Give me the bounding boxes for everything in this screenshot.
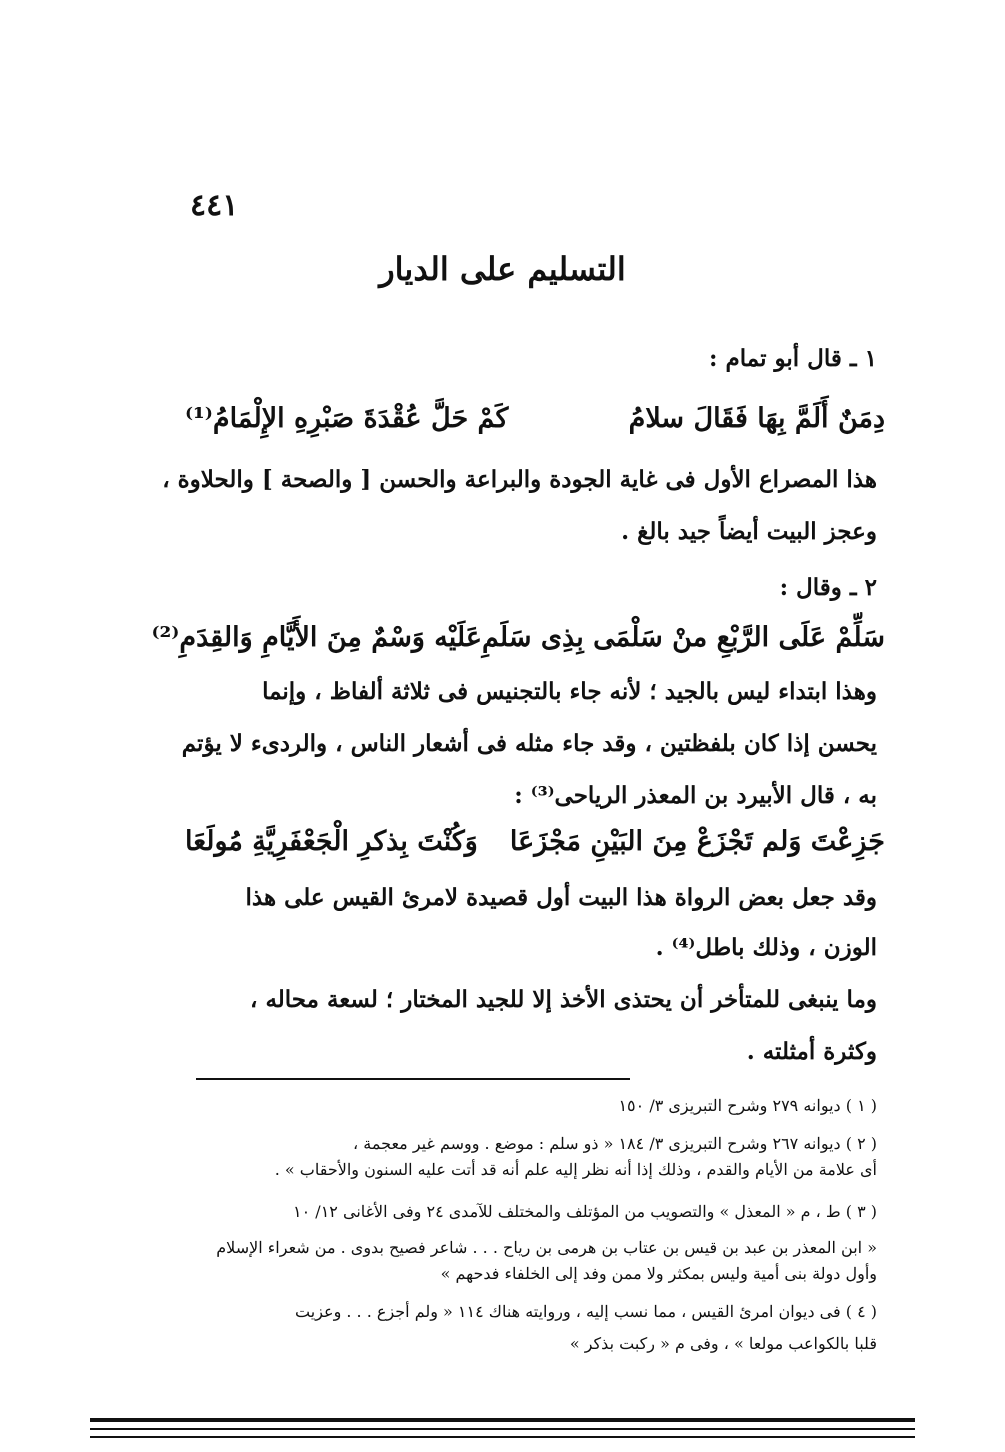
bottom-rule xyxy=(90,1428,915,1430)
footnote-3: ( ٣ ) ط ، م « المعذل » والتصويب من المؤتلف والمختلف للآمدى ٢٤ وفى الأغانى ١٢/ ١٠ xyxy=(293,1202,877,1221)
entry-2-comment-line: به ، قال الأبيرد بن المعذر الرياحى⁽³⁾ : xyxy=(514,782,877,809)
footnote-2-continuation: أى علامة من الأيام والقدم ، وذلك إذا أنه نظر إليه علم أنه قد أتت عليه السنون والأحقاب » . xyxy=(274,1160,877,1179)
verse-first-hemistich: جَزِعْتَ وَلم تَجْزَعْ مِنَ البَيْنِ مَجْزَعَا xyxy=(509,826,885,857)
bottom-rule xyxy=(90,1436,915,1438)
entry-2-comment-line: وكثرة أمثلته . xyxy=(746,1038,877,1065)
verse-second-hemistich: عَلَيْه وَسْمٌ مِنَ الأَيَّامِ وَالقِدَمِ⁽²⁾ xyxy=(151,622,482,653)
entry-2-comment-line: وما ينبغى للمتأخر أن يحتذى الأخذ إلا للجيد المختار ؛ لسعة محاله ، xyxy=(250,986,877,1013)
page-number: ٤٤١ xyxy=(190,188,239,223)
entry-2-comment-line: وقد جعل بعض الرواة هذا البيت أول قصيدة لامرئ القيس على هذا xyxy=(245,884,877,911)
verse-second-hemistich: وَكُنْتَ بِذكرِ الْجَعْفَرِيَّةِ مُولَعَا xyxy=(185,826,478,857)
entry-2-comment-line: وهذا ابتداء ليس بالجيد ؛ لأنه جاء بالتجنيس فى ثلاثة ألفاظ ، وإنما xyxy=(262,678,877,705)
footnote-3-continuation: « ابن المعذر بن عبد بن قيس بن عتاب بن هرمى بن رياح . . . شاعر فصيح بدوى . من شعراء الإسلام xyxy=(216,1238,877,1257)
entry-1-comment-line: هذا المصراع الأول فى غاية الجودة والبراعة والحسن [ والصحة ] والحلاوة ، xyxy=(162,466,877,493)
entry-2-comment-line: يحسن إذا كان بلفظتين ، وقد جاء مثله فى أشعار الناس ، والردىء لا يؤتم xyxy=(181,730,877,757)
footnote-4: ( ٤ ) فى ديوان امرئ القيس ، مما نسب إليه ، وروايته هناك ١١٤ « ولم أجزع . . . وعزيت xyxy=(295,1302,877,1321)
footnote-2: ( ٢ ) ديوانه ٢٦٧ وشرح التبريزى ٣/ ١٨٤ « ذو سلم : موضع . ووسم غير معجمة ، xyxy=(353,1134,877,1153)
entry-2-heading: ٢ ـ وقال : xyxy=(779,574,877,601)
entry-2-verse xyxy=(151,622,885,653)
entry-1-heading: ١ ـ قال أبو تمام : xyxy=(709,345,877,372)
verse-second-hemistich: كَمْ حَلَّ عُقْدَةَ صَبْرِهِ الإِلْمَامُ⁽¹⁾ xyxy=(185,403,509,434)
entry-2-quoted-verse xyxy=(185,826,885,857)
verse-first-hemistich: سَلِّمْ عَلَى الرَّبْعِ منْ سَلْمَى بِذِى سَلَمِ xyxy=(481,622,885,653)
entry-1-comment-line: وعجز البيت أيضاً جيد بالغ . xyxy=(621,518,877,545)
footnote-3-continuation: وأول دولة بنى أمية وليس بمكثر ولا ممن وفد إلى الخلفاء فدحهم » xyxy=(440,1264,877,1283)
footnote-1: ( ١ ) ديوانه ٢٧٩ وشرح التبريزى ٣/ ١٥٠ xyxy=(618,1096,877,1115)
chapter-title: التسليم على الديار xyxy=(379,250,626,288)
bottom-rule xyxy=(90,1418,915,1422)
footnote-4-continuation: قلبا بالكواعب مولعا » ، وفى م « ركبت بذكر » xyxy=(569,1334,877,1353)
footnote-separator xyxy=(196,1078,630,1080)
entry-2-comment-line: الوزن ، وذلك باطل⁽⁴⁾ . xyxy=(655,934,877,961)
verse-first-hemistich: دِمَنٌ أَلَمَّ بِهَا فَقَالَ سلامُ xyxy=(628,403,885,434)
entry-1-verse xyxy=(185,403,885,434)
